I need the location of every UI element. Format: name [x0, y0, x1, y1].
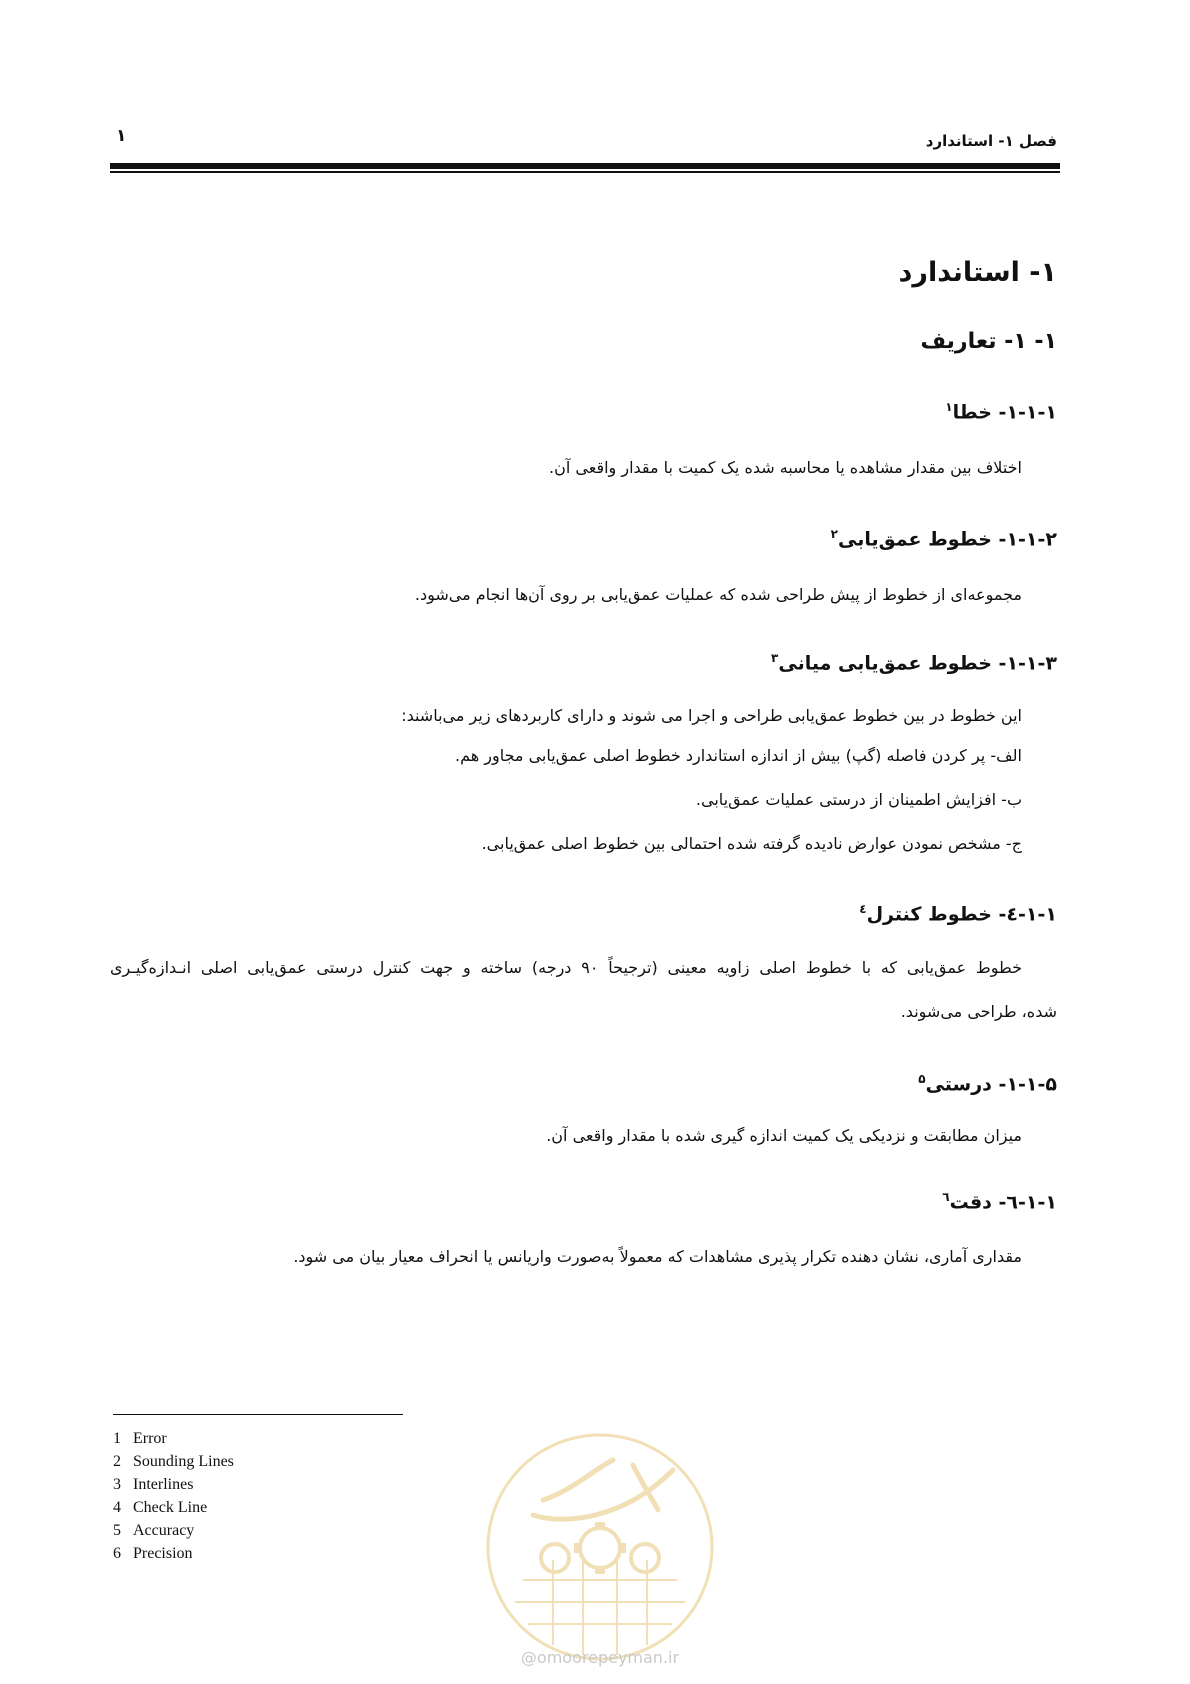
- footnote: 2 Sounding Lines: [113, 1453, 234, 1470]
- footnote-rule: [113, 1414, 403, 1415]
- list-item: ج- مشخص نمودن عوارض نادیده گرفته شده احتمالی بین خطوط اصلی عمق‌یابی.: [481, 834, 1022, 853]
- definition-text-precision: مقداری آماری، نشان دهنده تکرار پذیری مشاهدات که معمولاً به‌صورت واریانس یا انحراف معیار بیان می شود.: [293, 1247, 1022, 1266]
- definition-heading-precision: ۱-۱-٦- دقت$^٦$: [942, 1190, 1057, 1214]
- definition-heading-sounding-lines: ۱-۱-۲- خطوط عمق‌یابی$^۲$: [830, 527, 1057, 551]
- header-rule-thin: [110, 171, 1060, 173]
- header-rule-thick: [110, 163, 1060, 169]
- definition-text-check-line: خطوط عمق‌یابی که با خطوط اصلی زاویه معینی (ترجیحاً ۹۰ درجه) ساخته و جهت کنترل درستی عمق‌یابی اصلی انـدازه‌گیـری: [110, 958, 1022, 977]
- definition-text-error: اختلاف بین مقدار مشاهده یا محاسبه شده یک کمیت با مقدار واقعی آن.: [549, 458, 1022, 477]
- footnote: 6 Precision: [113, 1545, 193, 1562]
- definition-text-accuracy: میزان مطابقت و نزدیکی یک کمیت اندازه گیری شده با مقدار واقعی آن.: [546, 1126, 1022, 1145]
- list-item: ب- افزایش اطمینان از درستی عملیات عمق‌یابی.: [695, 790, 1022, 809]
- watermark-logo: [483, 1430, 717, 1664]
- footnote: 4 Check Line: [113, 1499, 208, 1516]
- definition-heading-accuracy: ۱-۱-۵- درستی$^۵$: [918, 1072, 1057, 1096]
- definition-heading-check-line: ۱-۱-٤- خطوط کنترل$^٤$: [859, 902, 1057, 926]
- chapter-heading: ۱- استاندارد: [898, 257, 1057, 288]
- definition-text-interlines: این خطوط در بین خطوط عمق‌یابی طراحی و اجرا می شوند و دارای کاربردهای زیر می‌باشند:: [401, 706, 1022, 725]
- definition-heading-interlines: ۱-۱-۳- خطوط عمق‌یابی میانی$^۳$: [771, 651, 1057, 675]
- footnote: 3 Interlines: [113, 1476, 194, 1493]
- definition-text-check-line-cont: شده، طراحی می‌شوند.: [900, 1002, 1057, 1021]
- definition-heading-error: ۱-۱-۱- خطا$^۱$: [945, 400, 1057, 424]
- footnote: 5 Accuracy: [113, 1522, 195, 1539]
- watermark-site: @omoorepeyman.ir: [520, 1648, 680, 1667]
- page-number: ۱: [116, 126, 127, 146]
- footnote: 1 Error: [113, 1430, 167, 1447]
- running-header-title: فصل ۱- استاندارد: [925, 132, 1057, 150]
- section-heading: ۱- ۱- تعاریف: [920, 329, 1057, 354]
- list-item: الف- پر کردن فاصله (گپ) بیش از اندازه استاندارد خطوط اصلی عمق‌یابی مجاور هم.: [455, 746, 1022, 765]
- definition-text-sounding-lines: مجموعه‌ای از خطوط از پیش طراحی شده که عملیات عمق‌یابی بر روی آن‌ها انجام می‌شود.: [414, 585, 1022, 604]
